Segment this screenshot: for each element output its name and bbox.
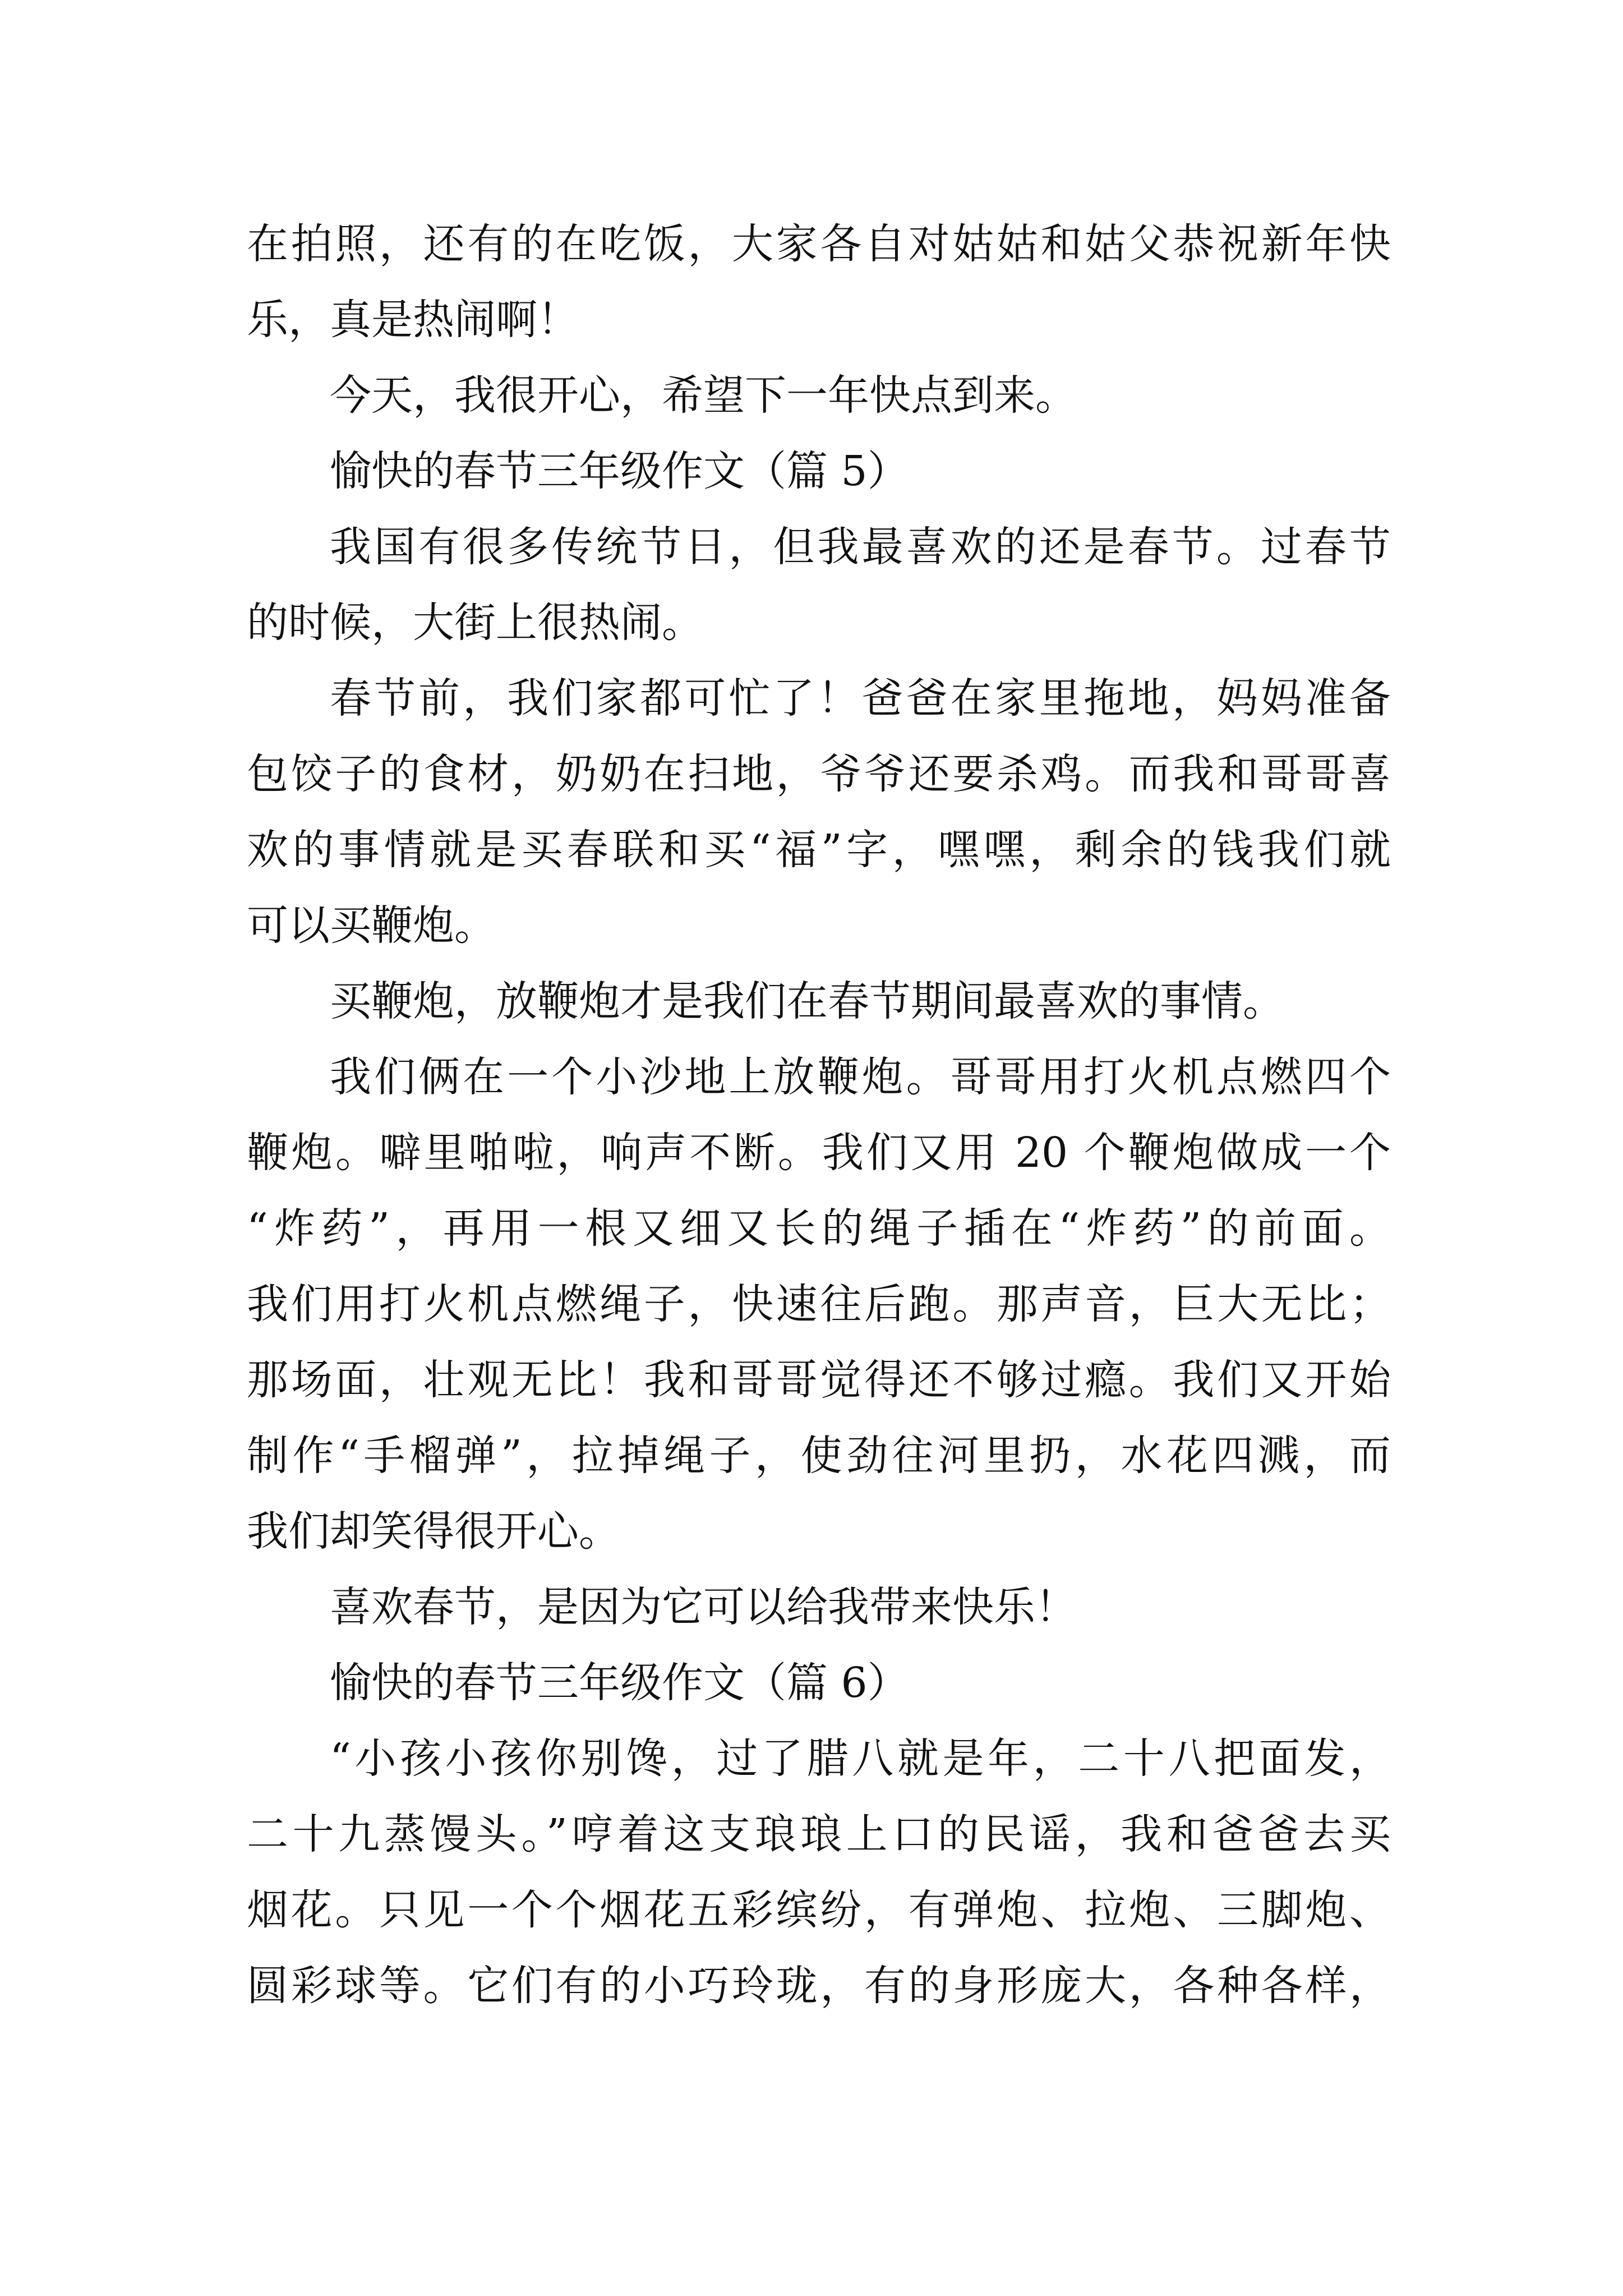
text-line: 今天，我很开心，希望下一年快点到来。 [330, 371, 1077, 420]
text-line: 我们却笑得很开心。 [247, 1507, 620, 1556]
text-line: 喜欢春节，是因为它可以给我带来快乐！ [330, 1583, 1077, 1631]
text-line: 乐，真是热闹啊！ [247, 296, 579, 344]
text-line: 的时候，大街上很热闹。 [247, 599, 703, 647]
text-line: 买鞭炮，放鞭炮才是我们在春节期间最喜欢的事情。 [330, 977, 1284, 1025]
text-line: 我们俩在一个小沙地上放鞭炮。哥哥用打火机点燃四个 [330, 1053, 1391, 1101]
text-line: 制作“手榴弹”，拉掉绳子，使劲往河里扔，水花四溅，而 [247, 1432, 1391, 1480]
text-line: 二十九蒸馒头。”哼着这支琅琅上口的民谣，我和爸爸去买 [247, 1810, 1391, 1858]
text-line: 我国有很多传统节日，但我最喜欢的还是春节。过春节 [330, 523, 1391, 571]
section-heading: 愉快的春节三年级作文（篇 5） [330, 447, 909, 495]
section-heading: 愉快的春节三年级作文（篇 6） [330, 1659, 909, 1707]
text-line: 圆彩球等。它们有的小巧玲珑，有的身形庞大，各种各样， [247, 1962, 1391, 2010]
text-line: 那场面，壮观无比！我和哥哥觉得还不够过瘾。我们又开始 [247, 1356, 1391, 1404]
text-line: 在拍照，还有的在吃饭，大家各自对姑姑和姑父恭祝新年快 [247, 220, 1391, 268]
text-line: 可以买鞭炮。 [247, 901, 496, 950]
text-line: 欢的事情就是买春联和买“福”字，嘿嘿，剩余的钱我们就 [247, 826, 1391, 874]
text-line: 鞭炮。噼里啪啦，响声不断。我们又用 20 个鞭炮做成一个 [247, 1129, 1391, 1177]
text-line: “炸药”，再用一根又细又长的绳子插在“炸药”的前面。 [247, 1204, 1391, 1253]
text-line: “小孩小孩你别馋，过了腊八就是年，二十八把面发， [330, 1734, 1391, 1783]
text-line: 烟花。只见一个个烟花五彩缤纷，有弹炮、拉炮、三脚炮、 [247, 1886, 1391, 1934]
text-line: 我们用打火机点燃绳子，快速往后跑。那声音，巨大无比； [247, 1280, 1391, 1328]
text-line: 包饺子的食材，奶奶在扫地，爷爷还要杀鸡。而我和哥哥喜 [247, 750, 1391, 798]
text-line: 春节前，我们家都可忙了！爸爸在家里拖地，妈妈准备 [330, 674, 1391, 723]
